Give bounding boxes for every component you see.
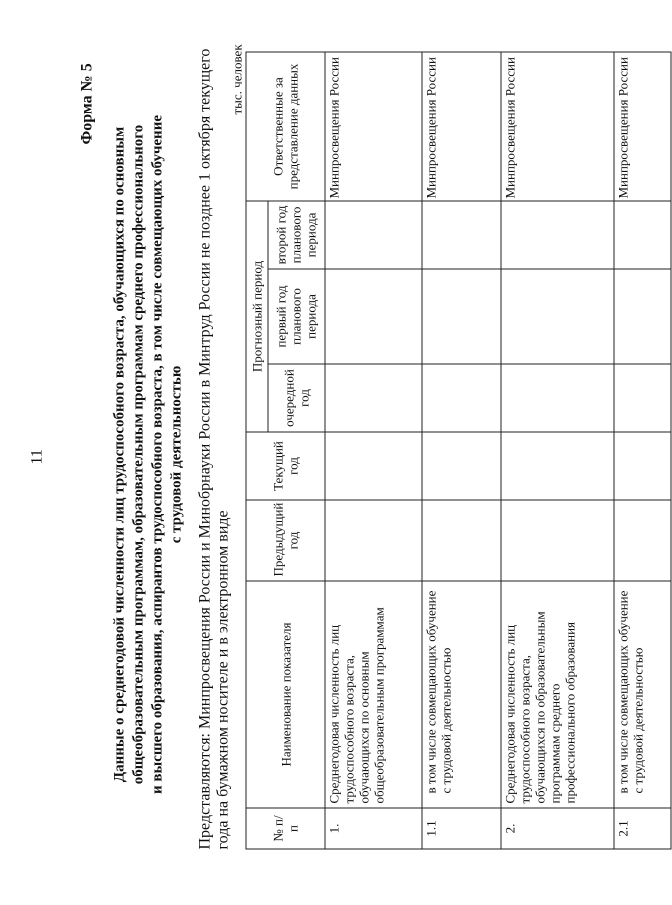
cell-first-plan-year[interactable] — [422, 269, 501, 364]
row-responsible: Минпросвещения России — [614, 52, 671, 201]
table-header-row — [246, 52, 268, 849]
cell-current-year[interactable] — [422, 432, 501, 500]
title-line: Данные о среднегодовой численности лиц трудоспособного возраста, обучающихся по основным — [111, 126, 128, 783]
cell-next-year[interactable] — [501, 364, 614, 432]
cell-next-year[interactable] — [422, 364, 501, 432]
cell-prev-year[interactable] — [422, 500, 501, 581]
header-first-plan-year: первый год планового периода — [268, 269, 325, 364]
header-prev-year: Предыдущий год — [246, 500, 325, 581]
cell-first-plan-year[interactable] — [614, 269, 671, 364]
table-row — [501, 52, 614, 849]
cell-prev-year[interactable] — [501, 500, 614, 581]
row-number: 2.1 — [614, 808, 671, 849]
table-row — [325, 52, 422, 849]
header-name: Наименование показателя — [246, 581, 325, 808]
row-responsible: Минпросвещения России — [422, 52, 501, 201]
header-forecast: Прогнозный период — [246, 201, 268, 432]
document-page — [1, 0, 646, 905]
title-line: общеобразовательным программам, образовательным программам среднего профессионального — [130, 124, 147, 785]
cell-second-plan-year[interactable] — [614, 201, 671, 269]
table-row — [614, 52, 671, 849]
cell-current-year[interactable] — [325, 432, 422, 500]
cell-prev-year[interactable] — [325, 500, 422, 581]
title-line: с трудовой деятельностью — [168, 365, 185, 544]
row-responsible: Минпросвещения России — [325, 52, 422, 201]
cell-current-year[interactable] — [501, 432, 614, 500]
title-line: и высшего образования, аспирантов трудоспособного возраста, в том числе совмещающих обучение — [149, 114, 166, 795]
cell-next-year[interactable] — [325, 364, 422, 432]
table-row — [422, 52, 501, 849]
row-name: Среднегодовая численность лиц трудоспособного возраста, обучающихся по основным общеобразовательным программам — [325, 581, 422, 808]
cell-first-plan-year[interactable] — [501, 269, 614, 364]
row-name: Среднегодовая численность лиц трудоспособного возраста, обучающихся по образовательным программам среднего профессионального образования — [501, 581, 614, 808]
cell-second-plan-year[interactable] — [501, 201, 614, 269]
header-second-plan-year: второй год планового периода — [268, 201, 325, 269]
unit-label: тыс. человек — [229, 44, 245, 115]
cell-next-year[interactable] — [614, 364, 671, 432]
row-number: 1. — [325, 808, 422, 849]
row-number: 2. — [501, 808, 614, 849]
submission-note — [196, 48, 233, 850]
row-number: 1.1 — [422, 808, 501, 849]
submission-line: Представляются: Минпросвещения России и Минобрнауки России в Минтруд России не позднее 1 октября текущего — [196, 48, 214, 850]
header-num: № п/п — [246, 808, 325, 849]
header-next-year: очередной год — [268, 364, 325, 432]
cell-second-plan-year[interactable] — [422, 201, 501, 269]
cell-first-plan-year[interactable] — [325, 269, 422, 364]
document-title — [111, 95, 187, 815]
page-number: 11 — [28, 449, 46, 465]
data-table — [246, 52, 672, 850]
cell-second-plan-year[interactable] — [325, 201, 422, 269]
row-name: в том числе совмещающих обучение с трудовой деятельностью — [614, 581, 671, 808]
cell-current-year[interactable] — [614, 432, 671, 500]
cell-prev-year[interactable] — [614, 500, 671, 581]
row-responsible: Минпросвещения России — [501, 52, 614, 201]
submission-line: года на бумажном носителе и в электронном виде — [214, 510, 232, 850]
header-responsible: Ответственные за представление данных — [246, 52, 325, 201]
header-current-year: Текущий год — [246, 432, 325, 500]
row-name: в том числе совмещающих обучение с трудовой деятельностью — [422, 581, 501, 808]
form-label: Форма № 5 — [78, 63, 96, 145]
